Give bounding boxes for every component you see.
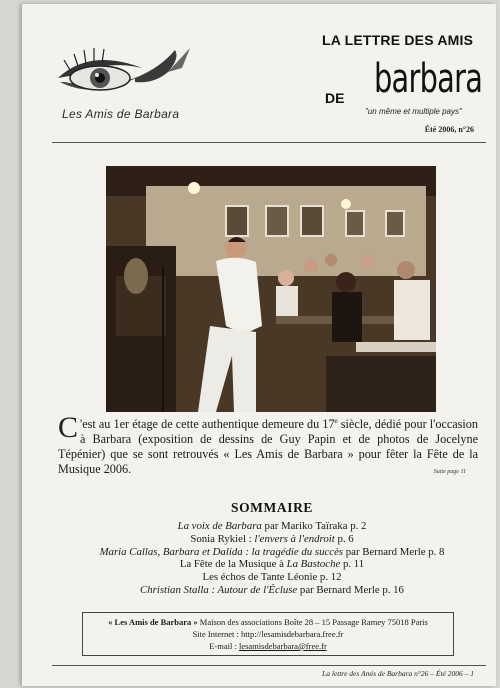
masthead-de: DE	[325, 90, 345, 106]
contact-email-line	[83, 640, 453, 652]
toc-item[interactable]: Sonia Rykiel : l'envers à l'endroit p. 6	[190, 532, 354, 545]
contact-address: Maison des associations Boîte 28 – 15 Passage Ramey 75018 Paris	[197, 617, 428, 627]
contact-address-line	[83, 616, 453, 628]
newsletter-page	[22, 4, 496, 686]
intro-paragraph	[58, 411, 478, 477]
masthead-name: barbara	[374, 56, 483, 102]
site-link[interactable]: http://lesamisdebarbara.free.fr	[240, 629, 344, 639]
toc-item[interactable]: Les échos de Tante Léonie p. 12	[202, 571, 342, 584]
contact-site-line	[83, 628, 453, 640]
toc-item[interactable]: La voix de Barbara par Mariko Taïraka p. 2	[177, 520, 367, 532]
email-link[interactable]: lesamisdebarbara@free.fr	[238, 641, 327, 651]
email-label: E-mail :	[209, 641, 239, 651]
footer-divider	[52, 665, 486, 666]
site-label: Site Internet :	[192, 629, 241, 639]
page-footer: La lettre des Amis de Barbara n°26 – Été 2006 – 1	[322, 669, 474, 678]
toc-item[interactable]: La Fête de la Musique à La Bastoche p. 11	[179, 558, 365, 571]
toc-item[interactable]: Christian Stalla : Autour de l'Écluse par Bernard Merle p. 16	[140, 583, 404, 596]
logo-caption: Les Amis de Barbara	[62, 107, 180, 121]
event-photo	[106, 166, 436, 412]
intro-text: 'est au 1er étage de cette authentique demeure du 17	[80, 417, 335, 432]
toc-title: SOMMAIRE	[230, 500, 314, 515]
header-divider	[52, 142, 486, 143]
continued-note: Suite page 11	[433, 469, 466, 475]
contact-box	[82, 612, 454, 656]
eye-logo-image	[50, 38, 200, 114]
toc-item[interactable]: Maria Callas, Barbara et Dalida : la tragédie du succès par Bernard Merle p. 8	[99, 545, 445, 558]
masthead-title: LA LETTRE DES AMIS	[322, 32, 474, 48]
masthead-motto: "un même et multiple pays"	[365, 107, 462, 116]
intro-dropcap: C	[58, 411, 79, 444]
contact-org: « Les Amis de Barbara »	[108, 617, 198, 627]
toc-list	[22, 520, 500, 597]
issue-number: Été 2006, n°26	[424, 125, 474, 134]
intro-text-2: siècle, dédié pour l'occasion à Barbara (exposition de dessins de Guy Papin et de photos de Jocelyne Tépénier) que se sont retrouvés « Les Amis de Barbara » pour fêter la Fête de la Musique 2006.	[58, 417, 478, 477]
intro-sup: e	[334, 417, 338, 425]
